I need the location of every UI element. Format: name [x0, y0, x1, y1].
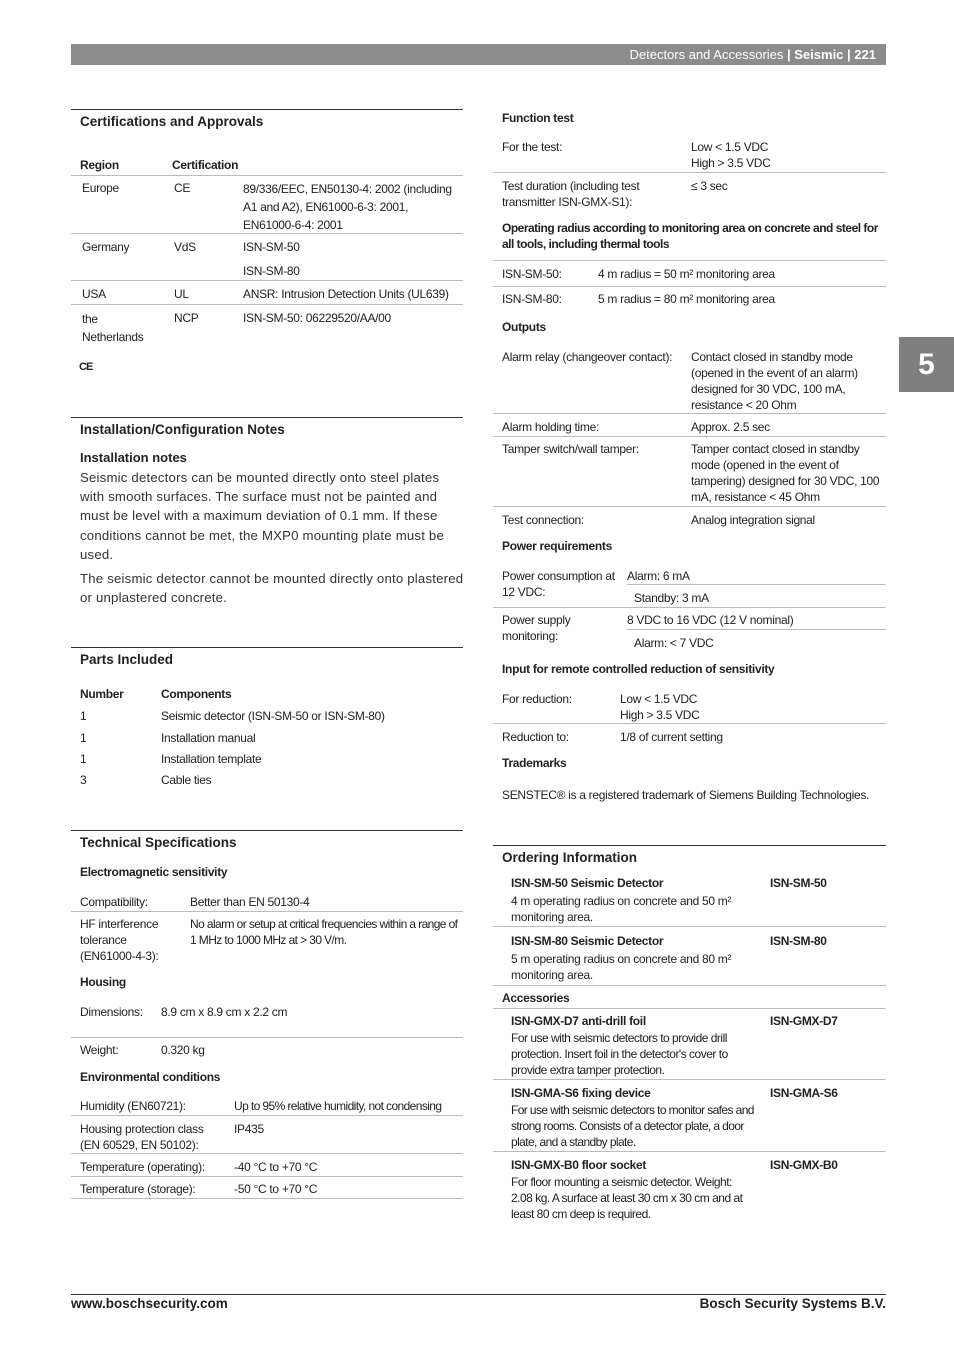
housing-subtitle: Housing — [80, 975, 126, 989]
alarm-relay-value: Contact closed in standby mode (opened in the event of an alarm) designed for 30 VDC, 100 mA, resistance < 20 Ohm — [691, 350, 858, 412]
function-test-for-label: For the test: — [502, 140, 563, 154]
protection-label: Housing protection class (EN 60529, EN 50102): — [80, 1122, 204, 1152]
accessory-code: ISN-GMX-B0 — [770, 1158, 838, 1172]
header-section: Detectors and Accessories — [629, 47, 784, 62]
em-subtitle: Electromagnetic sensitivity — [80, 865, 228, 879]
power-monitoring-value: 8 VDC to 16 VDC (12 V nominal) — [627, 613, 794, 627]
function-test-low: Low < 1.5 VDC — [691, 140, 769, 154]
cert-detail-usa: ANSR: Intrusion Detection Units (UL639) — [243, 287, 449, 301]
parts-row-component: Seismic detector (ISN-SM-50 or ISN-SM-80) — [161, 709, 385, 723]
region-header: Region — [80, 158, 119, 172]
cert-detail-netherlands: ISN-SM-50: 06229520/AA/00 — [243, 311, 391, 325]
installation-title: Installation/Configuration Notes — [71, 417, 463, 444]
parts-row-component: Installation manual — [161, 731, 256, 745]
test-duration-label: Test duration (including test transmitter ISN-GMX-S1): — [502, 179, 640, 209]
tamper-label: Tamper switch/wall tamper: — [502, 442, 639, 456]
test-connection-value: Analog integration signal — [691, 513, 815, 527]
radius-sm50-label: ISN-SM-50: — [502, 267, 562, 281]
function-test-title: Function test — [502, 111, 574, 125]
cert-detail-germany-2: ISN-SM-80 — [243, 264, 300, 278]
radius-title: Operating radius according to monitoring area on concrete and steel for all tools, including thermal tools — [502, 221, 878, 251]
footer-website-link[interactable]: www.boschsecurity.com — [71, 1296, 228, 1311]
order-item-code: ISN-SM-50 — [770, 876, 827, 890]
certification-header: Certification — [172, 158, 239, 172]
power-monitoring-alarm: Alarm: < 7 VDC — [634, 636, 714, 650]
test-duration-value: ≤ 3 sec — [691, 179, 728, 193]
weight-label: Weight: — [80, 1043, 119, 1057]
header-page-number: 221 — [854, 47, 876, 62]
parts-row-number: 3 — [80, 773, 87, 787]
accessory-name: ISN-GMX-B0 floor socket — [511, 1158, 647, 1172]
tamper-value: Tamper contact closed in standby mode (opened in the event of tampering) designed for 30 VDC, 100 mA, resistance < 45 Ohm — [691, 442, 880, 504]
temp-storage-value: -50 °C to +70 °C — [234, 1182, 318, 1196]
hf-value: No alarm or setup at critical frequencies within a range of 1 MHz to 1000 MHz at > 30 V/m. — [190, 917, 458, 947]
cert-region-usa: USA — [82, 287, 106, 301]
ce-mark-icon: CE — [79, 361, 93, 373]
test-connection-label: Test connection: — [502, 513, 584, 527]
trademarks-text: SENSTEC® is a registered trademark of Siemens Building Technologies. — [502, 788, 870, 802]
alarm-relay-label: Alarm relay (changeover contact): — [502, 350, 673, 364]
alarm-holding-value: Approx. 2.5 sec — [691, 420, 770, 434]
parts-section — [71, 647, 463, 674]
accessories-title: Accessories — [502, 991, 570, 1005]
parts-number-header: Number — [80, 687, 124, 701]
radius-sm80-label: ISN-SM-80: — [502, 292, 562, 306]
weight-value: 0.320 kg — [161, 1043, 205, 1057]
order-item-name: ISN-SM-50 Seismic Detector — [511, 876, 664, 890]
cert-region-europe: Europe — [82, 181, 119, 195]
reduction-for-label: For reduction: — [502, 692, 572, 706]
temp-operating-label: Temperature (operating): — [80, 1160, 205, 1174]
cert-code-netherlands: NCP — [174, 311, 199, 325]
accessory-name: ISN-GMX-D7 anti-drill foil — [511, 1014, 646, 1028]
hf-label: HF interference tolerance (EN61000-4-3): — [80, 917, 159, 963]
cert-region-germany: Germany — [82, 240, 130, 254]
temp-storage-label: Temperature (storage): — [80, 1182, 196, 1196]
footer-company: Bosch Security Systems B.V. — [699, 1296, 886, 1311]
cert-code-germany: VdS — [174, 240, 196, 254]
installation-paragraph-1: Seismic detectors can be mounted directly onto steel plates with smooth surfaces. The surface must not be painted and must be level with a maximum deviation of 0.1 mm. If these conditions cannot be met, the MXP0 mounting plate must be used. — [80, 470, 445, 562]
accessory-name: ISN-GMA-S6 fixing device — [511, 1086, 651, 1100]
accessory-desc: For use with seismic detectors to monitor safes and strong rooms. Consists of a detector plate, a door plate, and a standby plate. — [511, 1103, 754, 1149]
installation-subtitle: Installation notes — [80, 450, 187, 465]
radius-sm80-value: 5 m radius = 80 m² monitoring area — [598, 292, 775, 306]
parts-row-component: Installation template — [161, 752, 262, 766]
remote-reduction-title: Input for remote controlled reduction of sensitivity — [502, 662, 775, 676]
ordering-title: Ordering Information — [493, 845, 886, 872]
power-title: Power requirements — [502, 539, 612, 553]
chapter-tab: 5 — [899, 337, 954, 392]
cert-detail-europe: 89/336/EEC, EN50130-4: 2002 (including A1 and A2), EN61000-6-3: 2001, EN61000-6-4: 2001 — [243, 182, 452, 232]
function-test-high: High > 3.5 VDC — [691, 156, 771, 170]
reduction-low: Low < 1.5 VDC — [620, 692, 698, 706]
parts-components-header: Components — [161, 687, 232, 701]
temp-operating-value: -40 °C to +70 °C — [234, 1160, 318, 1174]
tech-title: Technical Specifications — [71, 830, 463, 857]
power-standby-value: Standby: 3 mA — [634, 591, 709, 605]
power-alarm-value: Alarm: 6 mA — [627, 569, 690, 583]
accessory-desc: For use with seismic detectors to provide drill protection. Insert foil in the detector's cover to provide extra tamper protection. — [511, 1031, 728, 1077]
dimensions-label: Dimensions: — [80, 1005, 143, 1019]
certifications-title: Certifications and Approvals — [71, 109, 463, 136]
alarm-holding-label: Alarm holding time: — [502, 420, 600, 434]
parts-row-number: 1 — [80, 731, 87, 745]
tech-section — [71, 830, 463, 857]
ordering-section — [493, 845, 886, 872]
page-header: Detectors and Accessories | Seismic | 221 — [71, 44, 886, 65]
accessory-code: ISN-GMA-S6 — [770, 1086, 838, 1100]
parts-title: Parts Included — [71, 647, 463, 674]
cert-detail-germany: ISN-SM-50 — [243, 240, 300, 254]
order-item-code: ISN-SM-80 — [770, 934, 827, 948]
humidity-label: Humidity (EN60721): — [80, 1099, 186, 1113]
reduction-to-label: Reduction to: — [502, 730, 569, 744]
installation-paragraph-2: The seismic detector cannot be mounted directly onto plastered or unplastered concrete. — [80, 571, 464, 606]
reduction-to-value: 1/8 of current setting — [620, 730, 723, 744]
outputs-title: Outputs — [502, 320, 546, 334]
parts-row-number: 1 — [80, 752, 87, 766]
compat-value: Better than EN 50130-4 — [190, 895, 310, 909]
order-item-desc: 4 m operating radius on concrete and 50 m² monitoring area. — [511, 894, 732, 924]
installation-section — [71, 417, 463, 607]
parts-row-number: 1 — [80, 709, 87, 723]
cert-code-europe: CE — [174, 181, 191, 195]
trademarks-title: Trademarks — [502, 756, 567, 770]
order-item-desc: 5 m operating radius on concrete and 80 m² monitoring area. — [511, 952, 732, 982]
power-consumption-label: Power consumption at 12 VDC: — [502, 569, 615, 599]
accessory-desc: For floor mounting a seismic detector. Weight: 2.08 kg. A surface at least 30 cm x 30 cm and at least 80 cm deep is required. — [511, 1175, 743, 1221]
header-chapter: Seismic — [794, 47, 844, 62]
parts-row-component: Cable ties — [161, 773, 212, 787]
env-subtitle: Environmental conditions — [80, 1070, 221, 1084]
reduction-high: High > 3.5 VDC — [620, 708, 700, 722]
cert-region-netherlands: the Netherlands — [82, 312, 144, 344]
dimensions-value: 8.9 cm x 8.9 cm x 2.2 cm — [161, 1005, 288, 1019]
humidity-value: Up to 95% relative humidity, not condensing — [234, 1099, 442, 1113]
certifications-section — [71, 109, 463, 136]
order-item-name: ISN-SM-80 Seismic Detector — [511, 934, 664, 948]
radius-sm50-value: 4 m radius = 50 m² monitoring area — [598, 267, 775, 281]
power-monitoring-label: Power supply monitoring: — [502, 613, 571, 643]
protection-value: IP435 — [234, 1122, 264, 1136]
cert-code-usa: UL — [174, 287, 189, 301]
accessory-code: ISN-GMX-D7 — [770, 1014, 838, 1028]
compat-label: Compatibility: — [80, 895, 148, 909]
